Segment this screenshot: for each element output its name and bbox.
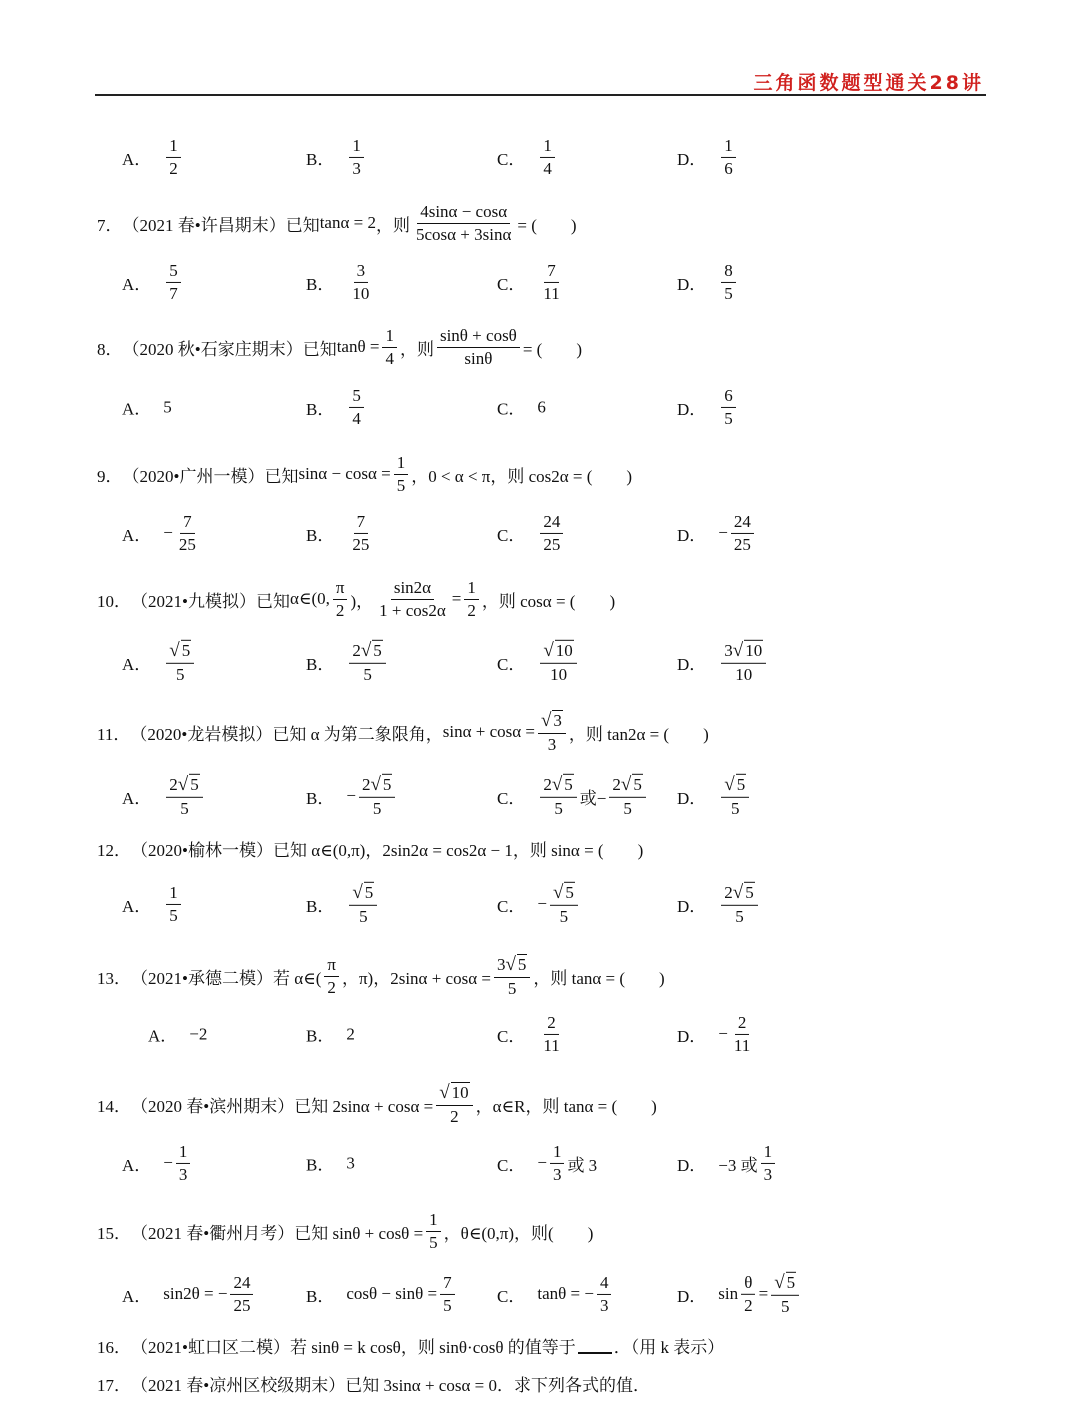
q10-option-b: B． $\frac{2√ 5}{5}$: [306, 640, 389, 684]
q9-option-c: C． $\frac{24}{25}$: [497, 512, 566, 554]
q13-option-b: B． 2: [306, 1024, 355, 1046]
q6-option-c: C． $\frac{1}{4}$: [497, 136, 558, 178]
q7-option-d: D． $\frac{8}{5}$: [677, 261, 739, 303]
question-13: 13． （2021•承德二模）若 α∈( $\frac{\pi}{2}$ ，π)，2sinα + cosα = $\frac{3√ 5}{5}$ ，则 tanα = ( ): [97, 954, 665, 998]
q7-option-b: B． $\frac{3}{10}$: [306, 260, 370, 303]
q10-option-d: D． $\frac{3√ 10}{10}$: [677, 640, 769, 684]
q14-option-b: B． 3: [306, 1153, 355, 1175]
q11-option-a: A． $\frac{2√ 5}{5}$: [122, 774, 206, 818]
question-14: 14． （2020 春•滨州期末）已知 2sinα + cosα = $\frac{√ 10}{2}$ ，α∈R，则 tanα = ( ): [97, 1082, 657, 1126]
q8-option-d: D． $\frac{6}{5}$: [677, 386, 739, 428]
question-10: 10． （2021•九模拟）已知 α∈(0, $\frac{\pi}{2}$ )， $\frac{\sin 2\alpha}{1 + \cos 2\alpha}$ = $\frac{1}{2}$ ，则 cosα = ( ): [97, 578, 616, 620]
question-8: 8． （2020 秋•石家庄期末）已知 tanθ = $\frac{1}{4}$ ，则 $\frac{\sin\theta + \cos\theta}{\sin\theta}$ = ( ): [97, 326, 582, 368]
q12-option-d: D． $\frac{2√ 5}{5}$: [677, 882, 761, 926]
q8-option-b: B． $\frac{5}{4}$: [306, 386, 367, 428]
q11-option-c: C． $\frac{2√ 5}{5}$ 或− $\frac{2√ 5}{5}$: [497, 774, 649, 818]
q15-option-d: D． sin $\frac{\theta}{2}$ = $\frac{√ 5}{5}$: [677, 1272, 802, 1316]
question-15: 15． （2021 春•衢州月考）已知 sinθ + cosθ = $\frac{1}{5}$ ，θ∈(0,π)，则( ): [97, 1210, 594, 1252]
question-11: 11． （2020•龙岩模拟）已知 α 为第二象限角， sinα + cosα = $\frac{√ 3}{3}$ ，则 tan2α = ( ): [97, 710, 709, 754]
q15-option-b: B． cosθ − sinθ = $\frac{7}{5}$: [306, 1273, 458, 1315]
q12-option-b: B． $\frac{√ 5}{5}$: [306, 882, 380, 926]
question-9: 9． （2020•广州一模）已知 sinα − cosα = $\frac{1}{5}$ ，0 < α < π，则 cos2α = ( ): [97, 453, 633, 495]
header-rule: [95, 94, 986, 96]
q11-option-b: B． − $\frac{2√ 5}{5}$: [306, 774, 398, 818]
answer-blank: [578, 1338, 612, 1354]
q6-option-a: A． $\frac{1}{2}$: [122, 136, 184, 178]
q14-option-c: C． − $\frac{1}{3}$ 或 3: [497, 1141, 598, 1184]
q7-option-c: C． $\frac{7}{11}$: [497, 260, 560, 303]
q12-option-c: C． − $\frac{√ 5}{5}$: [497, 882, 581, 926]
q8-option-c: C． 6: [497, 397, 546, 419]
q9-option-a: A． − $\frac{7}{25}$: [122, 511, 196, 554]
q11-option-d: D． $\frac{√ 5}{5}$: [677, 774, 752, 818]
q7-option-a: A． $\frac{5}{7}$: [122, 261, 184, 303]
q15-option-a: A． sin2θ = − $\frac{24}{25}$: [122, 1273, 256, 1315]
q10-option-c: C． $\frac{√ 10}{10}$: [497, 640, 580, 684]
q14-option-d: D． −3 或 $\frac{1}{3}$: [677, 1142, 778, 1184]
q8-option-a: A． 5: [122, 397, 172, 419]
q6-option-b: B． $\frac{1}{3}$: [306, 136, 367, 178]
question-17: 17． （2021 春•凉州区校级期末）已知 3sinα + cosα = 0．求下列各式的值．: [97, 1376, 650, 1395]
q15-option-c: C． tanθ = − $\frac{4}{3}$: [497, 1273, 614, 1315]
q12-option-a: A． $\frac{1}{5}$: [122, 883, 184, 925]
page-header: [0, 62, 1079, 96]
question-16: 16． （2021•虹口区二模）若 sinθ = k cosθ，则 sinθ·cosθ 的值等于 ．（用 k 表示）: [97, 1338, 725, 1357]
q13-option-d: D． − $\frac{2}{11}$: [677, 1012, 751, 1055]
q13-option-a: A． −2: [148, 1024, 208, 1046]
q9-option-d: D． − $\frac{24}{25}$: [677, 512, 757, 554]
q9-option-b: B． $\frac{7}{25}$: [306, 511, 370, 554]
q13-option-c: C． $\frac{2}{11}$: [497, 1012, 560, 1055]
q10-option-a: A． $\frac{√ 5}{5}$: [122, 640, 197, 684]
question-7: 7． （2021 春•许昌期末）已知 tanα = 2 ，则 $\frac{4\sin\alpha - \cos\alpha}{5\cos\alpha + 3\sin\alpha}$ = ( ): [97, 202, 577, 244]
q14-option-a: A． − $\frac{1}{3}$: [122, 1142, 193, 1184]
header-title: 三角函数题型通关28讲: [753, 72, 984, 94]
q6-option-d: D． $\frac{1}{6}$: [677, 136, 739, 178]
question-12: 12． （2020•榆林一模）已知 α∈(0,π)，2sin2α = cos2α − 1，则 sinα = ( ): [97, 841, 644, 860]
